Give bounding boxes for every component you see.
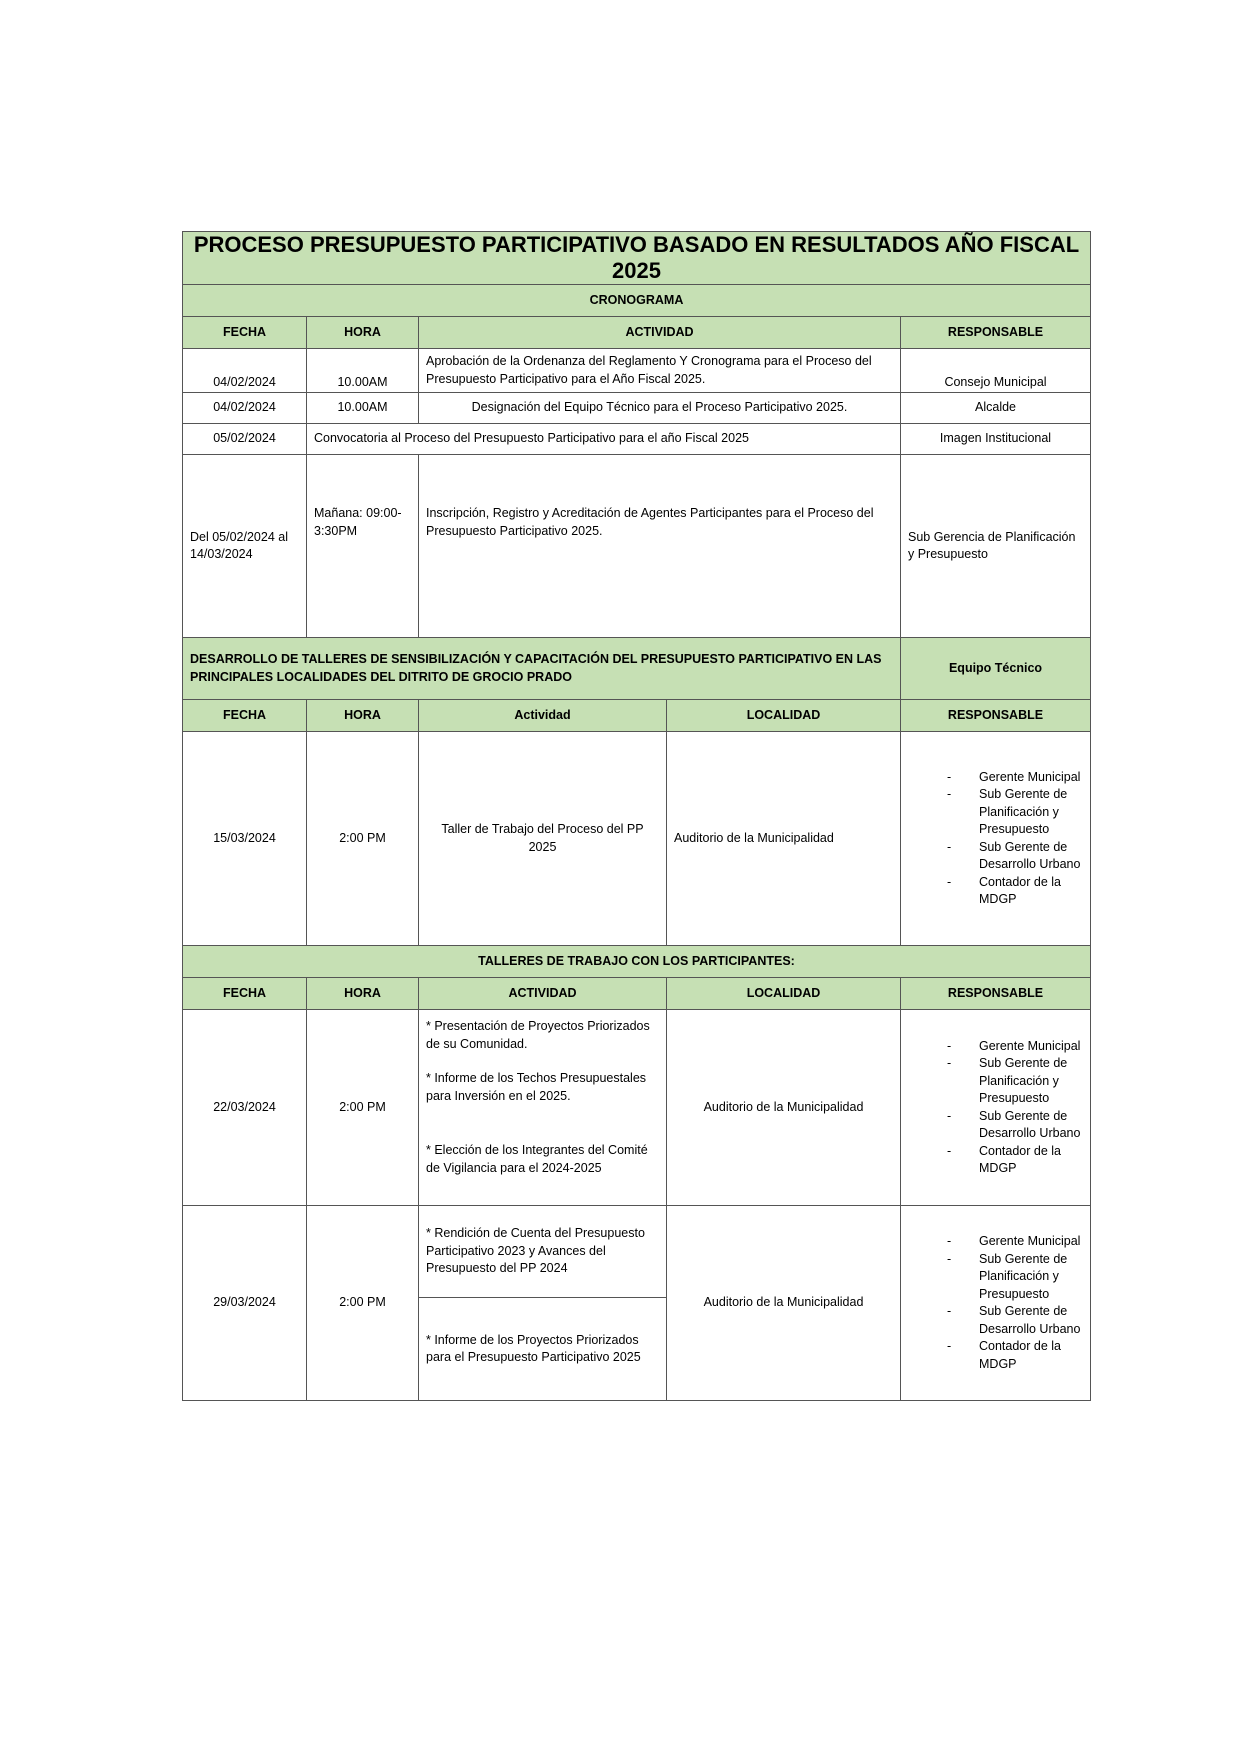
header-responsable: RESPONSABLE bbox=[901, 317, 1091, 349]
cell-hora: Mañana: 09:00-3:30PM bbox=[307, 455, 419, 638]
cell-actividad: Inscripción, Registro y Acreditación de Agentes Participantes para el Proceso del Presupuesto Participativo 2025. bbox=[419, 455, 901, 638]
cell-actividad bbox=[419, 1206, 667, 1401]
cell-localidad: Auditorio de la Municipalidad bbox=[667, 1206, 901, 1401]
list-item: - Gerente Municipal bbox=[905, 1038, 1086, 1056]
header-fecha: FECHA bbox=[183, 700, 307, 732]
cell-localidad: Auditorio de la Municipalidad bbox=[667, 732, 901, 946]
list-item: - Contador de la MDGP bbox=[905, 1338, 1086, 1373]
cell-responsable: Consejo Municipal bbox=[901, 349, 1091, 393]
list-item: - Sub Gerente de Desarrollo Urbano bbox=[905, 839, 1086, 874]
cell-fecha: 22/03/2024 bbox=[183, 1010, 307, 1206]
list-item: - Sub Gerente de Desarrollo Urbano bbox=[905, 1108, 1086, 1143]
header-hora: HORA bbox=[307, 317, 419, 349]
document-title: PROCESO PRESUPUESTO PARTICIPATIVO BASADO EN RESULTADOS AÑO FISCAL 2025 bbox=[183, 232, 1091, 285]
section-heading-row bbox=[183, 638, 1091, 700]
section-heading-talleres-sensibilizacion: DESARROLLO DE TALLERES DE SENSIBILIZACIÓN Y CAPACITACIÓN DEL PRESUPUESTO PARTICIPATIVO EN LAS PRINCIPALES LOCALIDADES DEL DITRITO DE GROCIO PRADO bbox=[183, 638, 901, 700]
header-responsable: RESPONSABLE bbox=[901, 700, 1091, 732]
section-heading-talleres-participantes: TALLERES DE TRABAJO CON LOS PARTICIPANTES: bbox=[183, 946, 1091, 978]
cell-hora: 2:00 PM bbox=[307, 1206, 419, 1401]
table-row bbox=[183, 1206, 1091, 1401]
cell-actividad: Convocatoria al Proceso del Presupuesto Participativo para el año Fiscal 2025 bbox=[307, 424, 901, 455]
table-row bbox=[183, 732, 1091, 946]
cell-responsable: Alcalde bbox=[901, 393, 1091, 424]
list-item: - Gerente Municipal bbox=[905, 1233, 1086, 1251]
list-item: - Gerente Municipal bbox=[905, 769, 1086, 787]
header-row bbox=[183, 700, 1091, 732]
section-heading-responsable: Equipo Técnico bbox=[901, 638, 1091, 700]
activity-item: * Elección de los Integrantes del Comité de Vigilancia para el 2024-2025 bbox=[426, 1143, 648, 1175]
cell-actividad bbox=[419, 1010, 667, 1206]
cell-actividad: Aprobación de la Ordenanza del Reglamento Y Cronograma para el Proceso del Presupuesto Participativo para el Año Fiscal 2025. bbox=[419, 349, 901, 393]
table-row bbox=[183, 349, 1091, 393]
cell-actividad: Taller de Trabajo del Proceso del PP 2025 bbox=[419, 732, 667, 946]
table-row bbox=[183, 393, 1091, 424]
cell-hora: 2:00 PM bbox=[307, 1010, 419, 1206]
schedule-table bbox=[182, 231, 1091, 1401]
cell-fecha: 04/02/2024 bbox=[183, 393, 307, 424]
cell-hora: 10.00AM bbox=[307, 393, 419, 424]
cell-localidad: Auditorio de la Municipalidad bbox=[667, 1010, 901, 1206]
responsables-list bbox=[905, 769, 1086, 909]
cell-responsable: Imagen Institucional bbox=[901, 424, 1091, 455]
header-hora: HORA bbox=[307, 978, 419, 1010]
cell-responsable bbox=[901, 732, 1091, 946]
cell-hora: 2:00 PM bbox=[307, 732, 419, 946]
header-localidad: LOCALIDAD bbox=[667, 700, 901, 732]
cell-hora: 10.00AM bbox=[307, 349, 419, 393]
header-fecha: FECHA bbox=[183, 317, 307, 349]
responsables-list bbox=[905, 1038, 1086, 1178]
cell-responsable: Sub Gerencia de Planificación y Presupuesto bbox=[901, 455, 1091, 638]
cell-fecha: 05/02/2024 bbox=[183, 424, 307, 455]
cell-responsable bbox=[901, 1206, 1091, 1401]
header-hora: HORA bbox=[307, 700, 419, 732]
activity-item: * Informe de los Proyectos Priorizados para el Presupuesto Participativo 2025 bbox=[426, 1332, 641, 1364]
header-localidad: LOCALIDAD bbox=[667, 978, 901, 1010]
header-actividad: ACTIVIDAD bbox=[419, 978, 667, 1010]
list-item: - Contador de la MDGP bbox=[905, 1143, 1086, 1178]
cell-fecha: 04/02/2024 bbox=[183, 349, 307, 393]
header-actividad: ACTIVIDAD bbox=[419, 317, 901, 349]
header-row bbox=[183, 978, 1091, 1010]
table-row bbox=[183, 424, 1091, 455]
list-item: - Sub Gerente de Planificación y Presupuesto bbox=[905, 786, 1086, 839]
cell-fecha: 15/03/2024 bbox=[183, 732, 307, 946]
list-item: - Sub Gerente de Planificación y Presupuesto bbox=[905, 1055, 1086, 1108]
responsables-list bbox=[905, 1233, 1086, 1373]
header-row bbox=[183, 317, 1091, 349]
activity-item: * Presentación de Proyectos Priorizados de su Comunidad. bbox=[426, 1019, 650, 1051]
list-item: - Contador de la MDGP bbox=[905, 874, 1086, 909]
header-fecha: FECHA bbox=[183, 978, 307, 1010]
cell-responsable bbox=[901, 1010, 1091, 1206]
cell-fecha: Del 05/02/2024 al 14/03/2024 bbox=[183, 455, 307, 638]
table-row bbox=[183, 455, 1091, 638]
cell-actividad: Designación del Equipo Técnico para el Proceso Participativo 2025. bbox=[419, 393, 901, 424]
activity-item: * Rendición de Cuenta del Presupuesto Participativo 2023 y Avances del Presupuesto del PP 2024 bbox=[419, 1206, 666, 1298]
section-heading-cronograma: CRONOGRAMA bbox=[183, 285, 1091, 317]
header-actividad: Actividad bbox=[419, 700, 667, 732]
list-item: - Sub Gerente de Planificación y Presupuesto bbox=[905, 1251, 1086, 1304]
list-item: - Sub Gerente de Desarrollo Urbano bbox=[905, 1303, 1086, 1338]
cell-fecha: 29/03/2024 bbox=[183, 1206, 307, 1401]
activity-item: * Informe de los Techos Presupuestales para Inversión en el 2025. bbox=[426, 1071, 647, 1103]
table-row bbox=[183, 1010, 1091, 1206]
header-responsable: RESPONSABLE bbox=[901, 978, 1091, 1010]
